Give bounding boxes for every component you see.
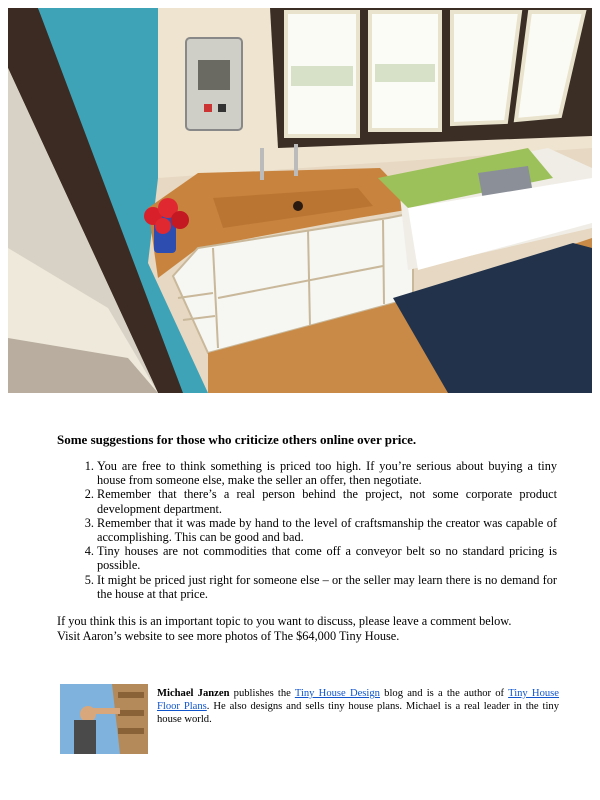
windows [270,8,592,148]
author-bio-text: . He also designs and sells tiny house plans. Michael is a real leader in the tiny house world. [157,700,559,725]
tiny-house-design-link[interactable]: Tiny House Design [294,688,380,699]
tiny-house-interior-photo [8,8,592,393]
comment-invitation: If you think this is an important topic to you want to discuss, please leave a comment below. [57,614,512,628]
list-item: 3. Remember that it was made by hand to the level of craftsmanship the creator was capable of accomplishing. This can be good and bad. [97,516,557,544]
author-photo [60,684,148,754]
article-heading: Some suggestions for those who criticize others online over price. [57,432,417,447]
list-item: 2. Remember that there’s a real person behind the project, not some corporate product development department. [97,487,557,515]
list-item: 1. You are free to think something is priced too high. If you’re serious about buying a tiny house from someone else, make the seller an offer, then negotiate. [97,459,557,487]
author-bio-text: blog and is a the author of [379,688,509,699]
author-bio [157,688,559,726]
website-reference: Visit Aaron’s website to see more photos of The $64,000 Tiny House. [57,628,400,643]
closing-text [57,614,557,643]
tiny-house-floor-plans-link[interactable]: Tiny House Floor Plans [157,688,559,712]
author-bio-text: publishes the [229,688,295,699]
list-item: 5. It might be priced just right for someone else – or the seller may learn there is no demand for the house at that price. [97,573,557,601]
author-name: Michael Janzen [157,688,230,699]
list-item: 4. Tiny houses are not commodities that come off a conveyor belt so no standard pricing is possible. [97,544,557,572]
suggestion-list [57,459,557,601]
